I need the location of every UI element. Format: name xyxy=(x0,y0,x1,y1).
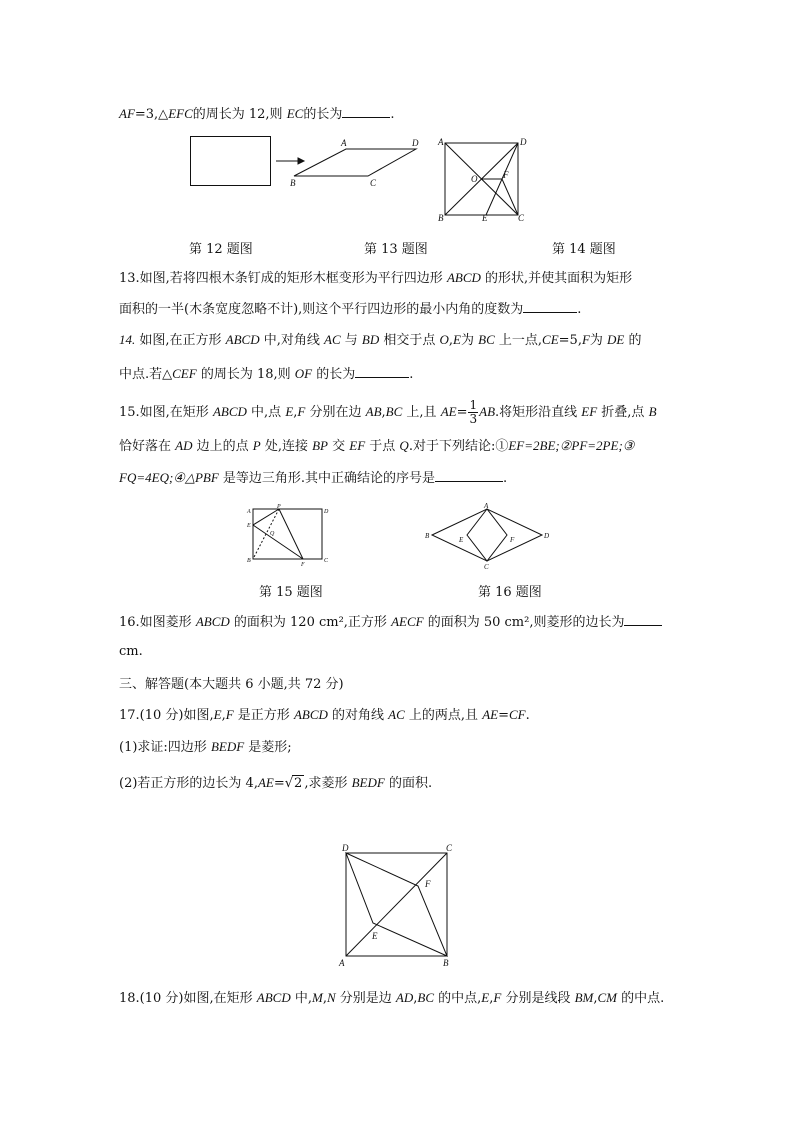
label-a: A xyxy=(484,502,489,510)
text: 于点 xyxy=(365,439,400,454)
text: 交 xyxy=(328,439,350,454)
text: F xyxy=(225,707,234,722)
text: AF xyxy=(119,106,135,121)
text: . xyxy=(390,107,395,122)
text: AB xyxy=(365,404,382,419)
label-f: F xyxy=(503,170,509,180)
answer-blank[interactable] xyxy=(355,364,409,378)
text: 18.(10 分)如图,在矩形 xyxy=(119,991,257,1006)
text: BEDF xyxy=(210,739,245,754)
q13-line1 xyxy=(119,269,632,288)
label-q: Q xyxy=(270,531,275,537)
text: 的长为 xyxy=(312,367,356,382)
text: PBF xyxy=(194,470,219,485)
figure-16-rhombus xyxy=(424,502,552,571)
text: 为 xyxy=(589,333,608,348)
text: 中, xyxy=(290,991,312,1006)
text: , xyxy=(448,333,454,348)
segment-fc xyxy=(502,179,518,215)
square-aecf xyxy=(467,509,507,561)
text: EF xyxy=(349,438,366,453)
text: 恰好落在 xyxy=(119,439,176,454)
text: 16.如图菱形 xyxy=(119,615,196,630)
text: 与 xyxy=(340,333,362,348)
text: AECF xyxy=(391,614,424,629)
label-e: E xyxy=(482,213,488,223)
q14-line1 xyxy=(119,331,642,350)
segment-pf xyxy=(279,509,303,559)
rectangle-frame xyxy=(191,137,271,186)
caption-fig15: 第 15 题图 xyxy=(259,585,323,600)
text: ABCD xyxy=(446,270,481,285)
text: ;④△ xyxy=(168,470,195,485)
label-c: C xyxy=(370,178,377,188)
label-e: E xyxy=(247,523,251,529)
text: .将矩形沿直线 xyxy=(495,405,582,420)
label-a: A xyxy=(341,138,347,148)
q16-line1 xyxy=(119,612,662,632)
segment-ef xyxy=(253,525,303,559)
figure-17-square-rhombus xyxy=(336,840,460,968)
text: BC xyxy=(417,990,435,1005)
text: 处,连接 xyxy=(260,439,313,454)
text: (2)若正方形的边长为 4, xyxy=(119,776,258,791)
text: 的面积为 50 cm²,则菱形的边长为 xyxy=(423,615,625,630)
fraction-numerator: 1 xyxy=(469,398,478,412)
text: 14. xyxy=(119,332,136,347)
parallelogram-abcd xyxy=(294,149,416,176)
text: 边上的点 xyxy=(192,439,253,454)
label-o: O xyxy=(471,174,478,184)
text: 分别在边 xyxy=(305,405,366,420)
text: 相交于点 xyxy=(379,333,440,348)
text: =5, xyxy=(558,333,582,348)
text: OF xyxy=(294,366,313,381)
text: ;③ xyxy=(618,438,635,453)
text: 的 xyxy=(624,333,642,348)
text: , xyxy=(322,991,327,1006)
text: EC xyxy=(286,106,304,121)
label-e: E xyxy=(459,536,464,544)
label-c: C xyxy=(324,558,329,564)
text: 为 xyxy=(461,333,479,348)
figure-13-parallelogram xyxy=(288,136,428,192)
text: PF xyxy=(571,438,588,453)
answer-blank[interactable] xyxy=(435,468,503,482)
answer-blank[interactable] xyxy=(523,299,577,313)
caption-fig13: 第 13 题图 xyxy=(364,242,428,257)
text: CEF xyxy=(172,366,197,381)
text: 折叠,点 xyxy=(597,405,649,420)
q15-line1 xyxy=(119,398,657,427)
text: ;② xyxy=(555,438,572,453)
answer-blank[interactable] xyxy=(342,104,390,118)
label-f: F xyxy=(301,562,305,568)
text: F xyxy=(493,990,502,1005)
label-b: B xyxy=(290,178,296,188)
text: AE xyxy=(440,404,457,419)
text: E xyxy=(285,404,294,419)
text: EFC xyxy=(168,106,193,121)
fraction xyxy=(468,399,478,426)
text: B xyxy=(648,404,657,419)
text: =3,△ xyxy=(134,107,169,122)
text: E xyxy=(453,332,461,347)
answer-blank[interactable] xyxy=(624,612,662,626)
figure-14-square xyxy=(436,135,532,225)
q15-line3 xyxy=(119,468,507,488)
text: , xyxy=(293,405,298,420)
text: BD xyxy=(361,332,380,347)
q18-line1 xyxy=(119,989,664,1008)
rhombus-abcd xyxy=(432,509,542,561)
caption-fig14: 第 14 题图 xyxy=(552,242,616,257)
figure-12 xyxy=(190,135,280,187)
diagonal-ac xyxy=(346,853,447,956)
text: Q xyxy=(399,438,409,453)
text: =4 xyxy=(136,470,152,485)
text: 如图,在正方形 xyxy=(135,333,226,348)
text: = xyxy=(273,776,285,791)
text: AB xyxy=(479,404,496,419)
label-b: B xyxy=(438,213,444,223)
q15-line2 xyxy=(119,437,634,456)
text: , xyxy=(413,991,418,1006)
label-c: C xyxy=(484,563,489,571)
label-d: D xyxy=(412,138,419,148)
text: CF xyxy=(508,707,526,722)
label-c: C xyxy=(518,213,525,223)
label-d: D xyxy=(342,843,349,853)
text: BM xyxy=(574,990,594,1005)
text: AE xyxy=(257,775,274,790)
text: O xyxy=(439,332,449,347)
text: 分别是边 xyxy=(335,991,396,1006)
q17-line1 xyxy=(119,706,530,725)
text: BE xyxy=(539,438,556,453)
text: DE xyxy=(607,332,625,347)
label-p: P xyxy=(277,504,281,510)
text: E xyxy=(481,990,490,1005)
text: EQ xyxy=(151,470,169,485)
figure-15-rectangle-fold xyxy=(246,504,332,568)
text: 的长为 xyxy=(303,107,343,122)
text: PE xyxy=(602,438,619,453)
text: P xyxy=(252,438,261,453)
text: = xyxy=(498,708,509,723)
text: 的周长为 12,则 xyxy=(192,107,287,122)
text: 的周长为 18,则 xyxy=(196,367,295,382)
text: 17.(10 分)如图, xyxy=(119,708,214,723)
text: BC xyxy=(385,404,403,419)
text: AE xyxy=(482,707,499,722)
text: 中点.若△ xyxy=(119,367,173,382)
text: 的中点. xyxy=(617,991,665,1006)
text: =2 xyxy=(524,438,540,453)
text: CE xyxy=(542,332,559,347)
text: , xyxy=(489,991,494,1006)
text: F xyxy=(297,404,306,419)
text: BC xyxy=(478,332,495,347)
text: 中,点 xyxy=(246,405,286,420)
text: 的面积为 120 cm²,正方形 xyxy=(229,615,392,630)
label-d: D xyxy=(520,137,527,147)
caption-fig12: 第 12 题图 xyxy=(189,242,253,257)
label-a: A xyxy=(339,958,345,968)
text: ABCD xyxy=(225,332,260,347)
text: 上一点, xyxy=(494,333,543,348)
label-f: F xyxy=(510,536,515,544)
text: =2 xyxy=(587,438,603,453)
label-b: B xyxy=(443,958,449,968)
text: 的中点, xyxy=(434,991,482,1006)
label-a: A xyxy=(247,509,251,515)
text: CM xyxy=(597,990,618,1005)
q11-continuation-line xyxy=(119,104,394,124)
q14-line2 xyxy=(119,364,413,384)
label-b: B xyxy=(425,532,430,540)
label-c: C xyxy=(446,843,453,853)
text: 上,且 xyxy=(402,405,441,420)
text: E xyxy=(213,707,222,722)
text: ABCD xyxy=(195,614,230,629)
text: ABCD xyxy=(256,990,291,1005)
text: N xyxy=(326,990,336,1005)
caption-fig16: 第 16 题图 xyxy=(478,585,542,600)
text: ,求菱形 xyxy=(304,776,352,791)
section-heading: 三、解答题(本大题共 6 小题,共 72 分) xyxy=(119,677,344,692)
text: , xyxy=(381,405,386,420)
text: AC xyxy=(324,332,341,347)
text: . xyxy=(577,302,582,317)
fraction-denominator: 3 xyxy=(469,412,478,426)
text: 13.如图,若将四根木条钉成的矩形木框变形为平行四边形 xyxy=(119,271,447,286)
text: 是菱形; xyxy=(244,740,292,755)
label-d: D xyxy=(324,509,329,515)
sqrt-radicand: 2 xyxy=(294,776,303,791)
text: 的对角线 xyxy=(327,708,389,723)
text: 中,对角线 xyxy=(259,333,325,348)
q17-part2 xyxy=(119,774,432,793)
text: FQ xyxy=(119,470,137,485)
text: (1)求证:四边形 xyxy=(119,740,211,755)
text: EF xyxy=(508,438,525,453)
text: 是正方形 xyxy=(233,708,294,723)
rectangle-abcd xyxy=(253,509,322,559)
text: .对于下列结论:① xyxy=(408,439,509,454)
text: M xyxy=(311,990,323,1005)
q13-line2 xyxy=(119,299,581,319)
label-b: B xyxy=(247,558,251,564)
text: AD xyxy=(175,438,193,453)
text: = xyxy=(456,405,468,420)
text: 上的两点,且 xyxy=(404,708,483,723)
text: 是等边三角形.其中正确结论的序号是 xyxy=(218,471,436,486)
text: . xyxy=(409,367,414,382)
q16-line2: cm. xyxy=(119,644,143,659)
text: 15.如图,在矩形 xyxy=(119,405,213,420)
text: BEDF xyxy=(351,775,385,790)
text: BP xyxy=(312,438,328,453)
text: F xyxy=(581,332,590,347)
text: . xyxy=(525,708,530,723)
label-e: E xyxy=(372,931,378,941)
label-f: F xyxy=(425,879,431,889)
text: 面积的一半(木条宽度忽略不计),则这个平行四边形的最小内角的度数为 xyxy=(119,302,524,317)
text: . xyxy=(503,471,508,486)
text: 的面积. xyxy=(384,776,433,791)
text: 分别是线段 xyxy=(501,991,575,1006)
label-d: D xyxy=(544,532,550,540)
text: , xyxy=(593,991,598,1006)
text: , xyxy=(221,708,226,723)
sqrt-symbol: √ xyxy=(284,776,294,791)
text: 的形状,并使其面积为矩形 xyxy=(480,271,633,286)
text: ABCD xyxy=(293,707,328,722)
label-a: A xyxy=(438,137,444,147)
text: AC xyxy=(388,707,405,722)
text: AD xyxy=(395,990,414,1005)
text: ABCD xyxy=(212,404,247,419)
text: EF xyxy=(581,404,598,419)
q17-part1 xyxy=(119,738,292,757)
